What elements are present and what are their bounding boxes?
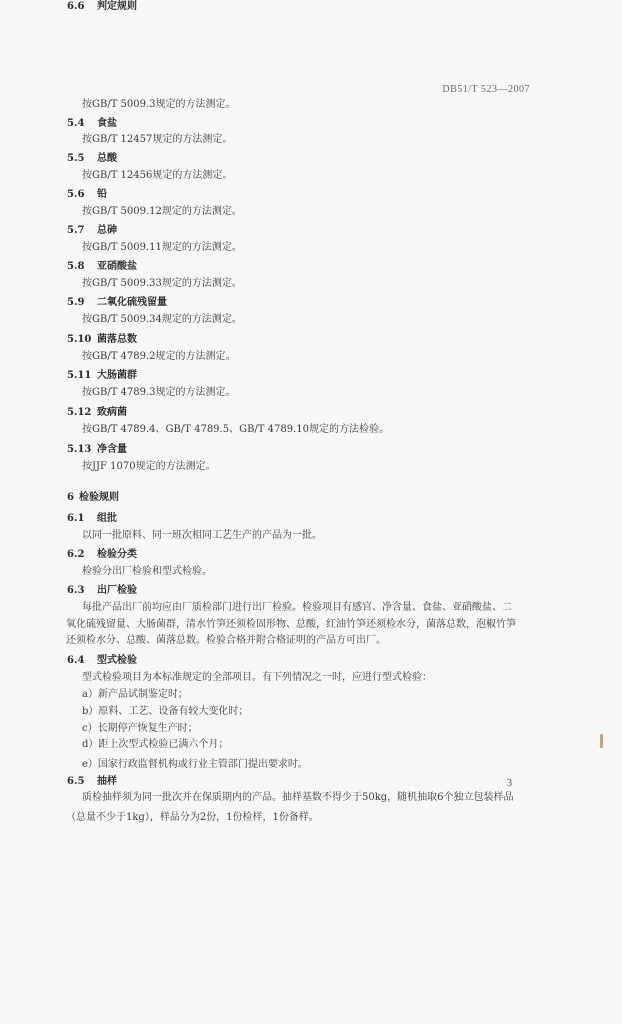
body-line: 按GB/T 4789.4、GB/T 4789.5、GB/T 4789.10规定的方法检验。: [82, 424, 389, 435]
body-line: 以同一批原料、同一班次相同工艺生产的产品为一批。: [82, 530, 322, 541]
clause-heading: 抽样: [97, 776, 117, 787]
clause-number: 5.4: [67, 118, 85, 129]
clause-number: 5.12: [67, 407, 92, 418]
clause-number: 6.4: [67, 655, 85, 666]
clause-heading: 亚硝酸盐: [97, 261, 137, 272]
body-line: 按GB/T 5009.12规定的方法测定。: [82, 206, 242, 217]
clause-number: 5.10: [67, 334, 92, 345]
clause-number: 6.5: [67, 776, 85, 787]
body-line: 检验分出厂检验和型式检验。: [82, 566, 212, 577]
clause-number: 6: [67, 492, 74, 503]
clause-number: 6.3: [67, 585, 85, 596]
clause-heading: 总砷: [97, 225, 117, 236]
body-line: e）国家行政监督机构或行业主管部门提出要求时。: [82, 759, 308, 770]
section-heading: 检验规则: [79, 492, 119, 503]
body-line: 按GB/T 12456规定的方法测定。: [82, 170, 233, 181]
body-line: 质检抽样须为同一批次并在保质期内的产品。抽样基数不得少于50kg，随机抽取6个独立包装样品: [82, 792, 514, 803]
clause-heading: 铅: [97, 189, 107, 200]
body-line: 按GB/T 5009.11规定的方法测定。: [82, 242, 242, 253]
clause-number: 5.5: [67, 153, 85, 164]
clause-heading: 致病菌: [97, 407, 127, 418]
body-line: 按GB/T 5009.34规定的方法测定。: [82, 314, 242, 325]
body-line: 每批产品出厂前均应由厂质检部门进行出厂检验。检验项目有感官、净含量、食盐、亚硝酸盐、二: [82, 602, 512, 613]
body-line: c）长期停产恢复生产时；: [82, 723, 198, 734]
clause-heading: 型式检验: [97, 655, 137, 666]
body-line: d）距上次型式检验已满六个月；: [82, 739, 229, 750]
clause-heading: 大肠菌群: [97, 370, 137, 381]
body-line: 按GB/T 5009.33规定的方法测定。: [82, 278, 242, 289]
clause-number: 5.9: [67, 297, 85, 308]
clause-number: 5.6: [67, 189, 85, 200]
body-line-continued: 氧化硫残留量、大肠菌群，清水竹笋还须检固形物、总酸，红油竹笋还须检水分，菌落总数，泡椒竹笋: [66, 619, 516, 630]
body-line: 按JJF 1070规定的方法测定。: [82, 461, 216, 472]
body-line: 按GB/T 5009.3规定的方法测定。: [82, 99, 236, 110]
clause-number: 6.6: [67, 1, 85, 12]
body-line-continued: 还须检水分、总酸、菌落总数。检验合格并附合格证明的产品方可出厂。: [66, 635, 386, 646]
clause-number: 5.11: [67, 370, 92, 381]
body-line-continued: （总量不少于1kg），样品分为2份，1份检样，1份备样。: [66, 812, 319, 823]
clause-number: 5.8: [67, 261, 85, 272]
clause-number: 5.7: [67, 225, 85, 236]
clause-heading: 组批: [97, 513, 117, 524]
body-line: 按GB/T 4789.3规定的方法测定。: [82, 387, 236, 398]
clause-heading: 食盐: [97, 118, 117, 129]
clause-heading: 出厂检验: [97, 585, 137, 596]
clause-number: 6.1: [67, 513, 85, 524]
body-line: a）新产品试制鉴定时；: [82, 689, 188, 700]
clause-number: 5.13: [67, 444, 92, 455]
clause-heading: 净含量: [97, 444, 127, 455]
body-line: 按GB/T 4789.2规定的方法测定。: [82, 351, 236, 362]
body-line: b）原料、工艺、设备有较大变化时；: [82, 706, 249, 717]
scan-mark: [600, 734, 603, 748]
clause-heading: 菌落总数: [97, 334, 137, 345]
clause-heading: 总酸: [97, 153, 117, 164]
body-line: 按GB/T 12457规定的方法测定。: [82, 134, 233, 145]
body-line: 型式检验项目为本标准规定的全部项目。有下列情况之一时，应进行型式检验：: [82, 672, 432, 683]
standard-code-header: DB51/T 523—2007: [442, 84, 530, 95]
clause-number: 6.2: [67, 549, 85, 560]
clause-heading: 判定规则: [97, 1, 137, 12]
clause-heading: 检验分类: [97, 549, 137, 560]
clause-heading: 二氧化硫残留量: [97, 297, 167, 308]
page-number: 3: [507, 778, 512, 789]
